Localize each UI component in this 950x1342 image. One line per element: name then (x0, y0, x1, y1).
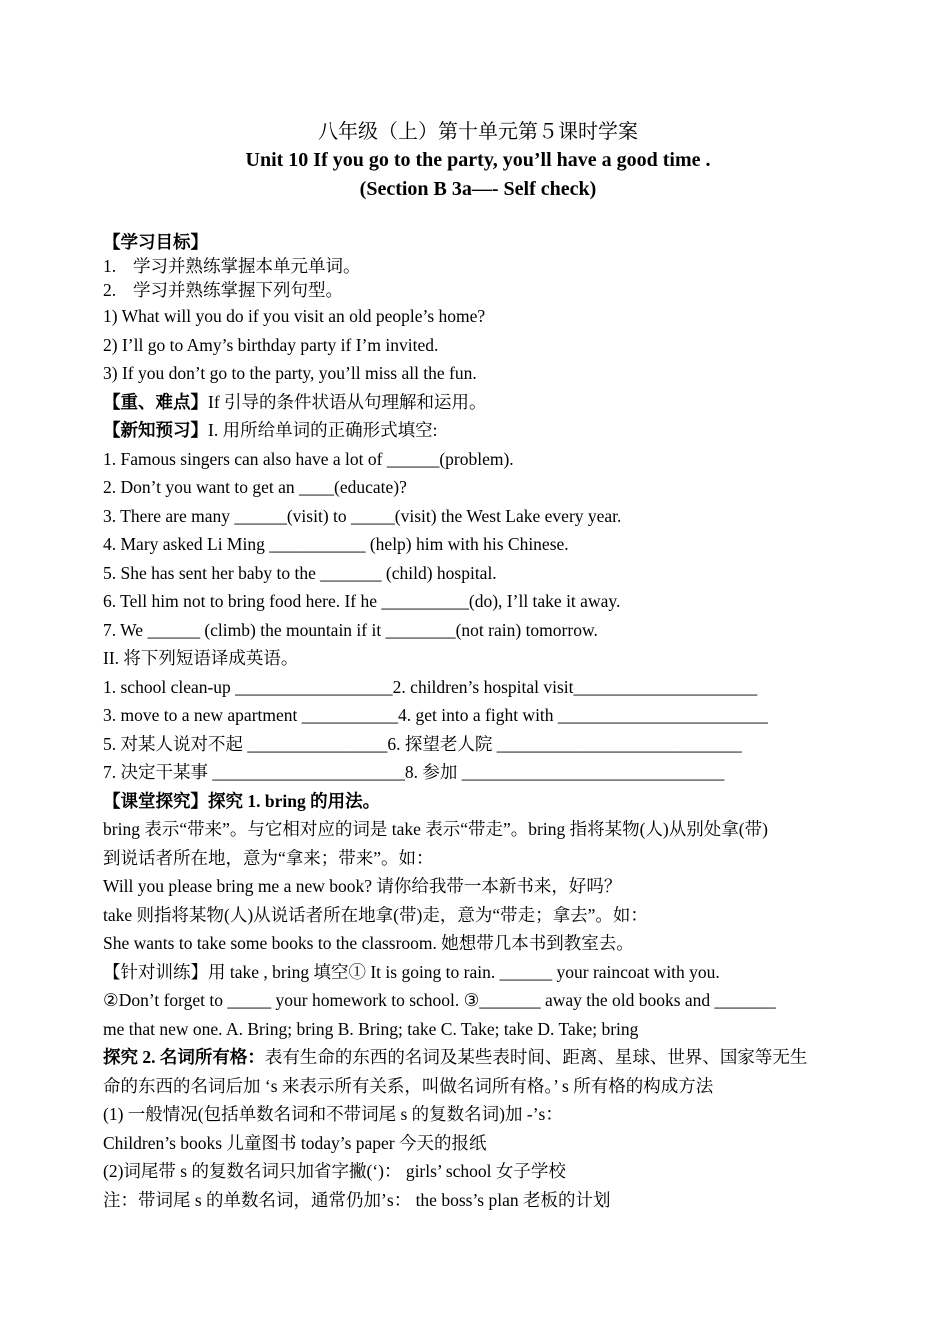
explore-paragraph: take 则指将某物(人)从说话者所在地拿(带)走，意为“带走；拿去”。如： (103, 904, 648, 925)
fill-blank-item: 7. We ______ (climb) the mountain if it ________(not rain) tomorrow. (103, 619, 598, 640)
key-points (103, 388, 853, 417)
objective-item-1: 1. 学习并熟练掌握本单元单词。 (103, 256, 361, 276)
objectives-heading: 【学习目标】 (103, 232, 208, 252)
explore-paragraph: Will you please bring me a new book? 请你给我带一本新书来，好吗？ (103, 876, 622, 896)
fill-blank-item: 6. Tell him not to bring food here. If he __________(do), I’ll take it away. (103, 591, 621, 611)
translate-row: 1. school clean-up __________________2. children’s hospital visit_____________________ (103, 676, 758, 697)
translate-row: 7. 决定干某事 ______________________8. 参加 ______________________________ (103, 762, 725, 782)
possessive-rule: 注：带词尾 s 的单数名词，通常仍加’s： the boss’s plan 老板的计划 (103, 1189, 611, 1210)
explore-paragraph: She wants to take some books to the classroom. 她想带几本书到教室去。 (103, 933, 634, 953)
key-points-text: If 引导的条件状语从句理解和运用。 (208, 391, 487, 412)
title-block (103, 118, 853, 204)
training-line: me that new one. A. Bring; bring B. Bring; take C. Take; take D. Take; bring (103, 1018, 639, 1039)
explore-topic-2-cont: 命的东西的名词后加 ‘s 来表示所有关系，叫做名词所有格。’ s 所有格的构成方法 (103, 1075, 714, 1096)
possessive-rule: Children’s books 儿童图书 today’s paper 今天的报纸 (103, 1132, 487, 1153)
explore-heading: 【课堂探究】 (103, 790, 208, 811)
target-sentence-2: 2) I’ll go to Amy’s birthday party if I’m invited. (103, 334, 439, 355)
explore-topic-1: 探究 1. bring 的用法。 (208, 790, 381, 811)
preview-heading: 【新知预习】 (103, 420, 208, 440)
fill-blank-item: 4. Mary asked Li Ming ___________ (help) him with his Chinese. (103, 534, 569, 554)
title-chinese: 八年级（上）第十单元第５课时学案 (318, 121, 638, 143)
translate-row: 3. move to a new apartment ___________4. get into a fight with ________________________ (103, 705, 768, 725)
explore-heading-line (103, 787, 853, 816)
key-points-heading: 【重、难点】 (103, 391, 208, 412)
explore-paragraph: bring 表示“带来”。与它相对应的词是 take 表示“带走”。bring 指将某物(人)从别处拿(带) (103, 819, 768, 839)
explore-paragraph: 到说话者所在地，意为“拿来；带来”。如： (103, 847, 434, 868)
training-line: ②Don’t forget to _____ your homework to school. ③_______ away the old books and _______ (103, 990, 776, 1010)
fill-blank-item: 3. There are many ______(visit) to _____(visit) the West Lake every year. (103, 505, 622, 526)
objective-item-2: 2. 学习并熟练掌握下列句型。 (103, 280, 343, 300)
title-unit: Unit 10 If you go to the party, you’ll have a good time . (245, 149, 711, 171)
preview-heading-line (103, 416, 853, 445)
fill-blank-item: 5. She has sent her baby to the _______ (child) hospital. (103, 562, 497, 583)
explore-topic-2-text: 表有生命的东西的名词及某些表时间、距离、星球、世界、国家等无生 (264, 1047, 808, 1067)
worksheet-page (103, 118, 853, 1214)
explore-topic-2-label: 探究 2. 名词所有格： (103, 1047, 265, 1067)
translate-row: 5. 对某人说对不起 ________________6. 探望老人院 ____________________________ (103, 733, 742, 754)
target-sentence-1: 1) What will you do if you visit an old people’s home? (103, 306, 486, 326)
fill-blank-item: 1. Famous singers can also have a lot of ______(problem). (103, 448, 514, 469)
preview-part1-title: I. 用所给单词的正确形式填空: (208, 420, 438, 440)
explore-topic-2 (103, 1043, 853, 1072)
possessive-rule: (1) 一般情况(包括单数名词和不带词尾 s 的复数名词)加 -’s： (103, 1104, 563, 1124)
target-sentence-3: 3) If you don’t go to the party, you’ll miss all the fun. (103, 363, 477, 383)
fill-blank-item: 2. Don’t you want to get an ____(educate)? (103, 477, 407, 497)
title-section: (Section B 3a—- Self check) (359, 178, 597, 200)
preview-part2-title: II. 将下列短语译成英语。 (103, 648, 299, 668)
possessive-rule: (2)词尾带 s 的复数名词只加省字撇(‘)： girls’ school 女子学校 (103, 1161, 566, 1181)
training-line: 【针对训练】用 take , bring 填空① It is going to rain. ______ your raincoat with you. (103, 961, 720, 982)
